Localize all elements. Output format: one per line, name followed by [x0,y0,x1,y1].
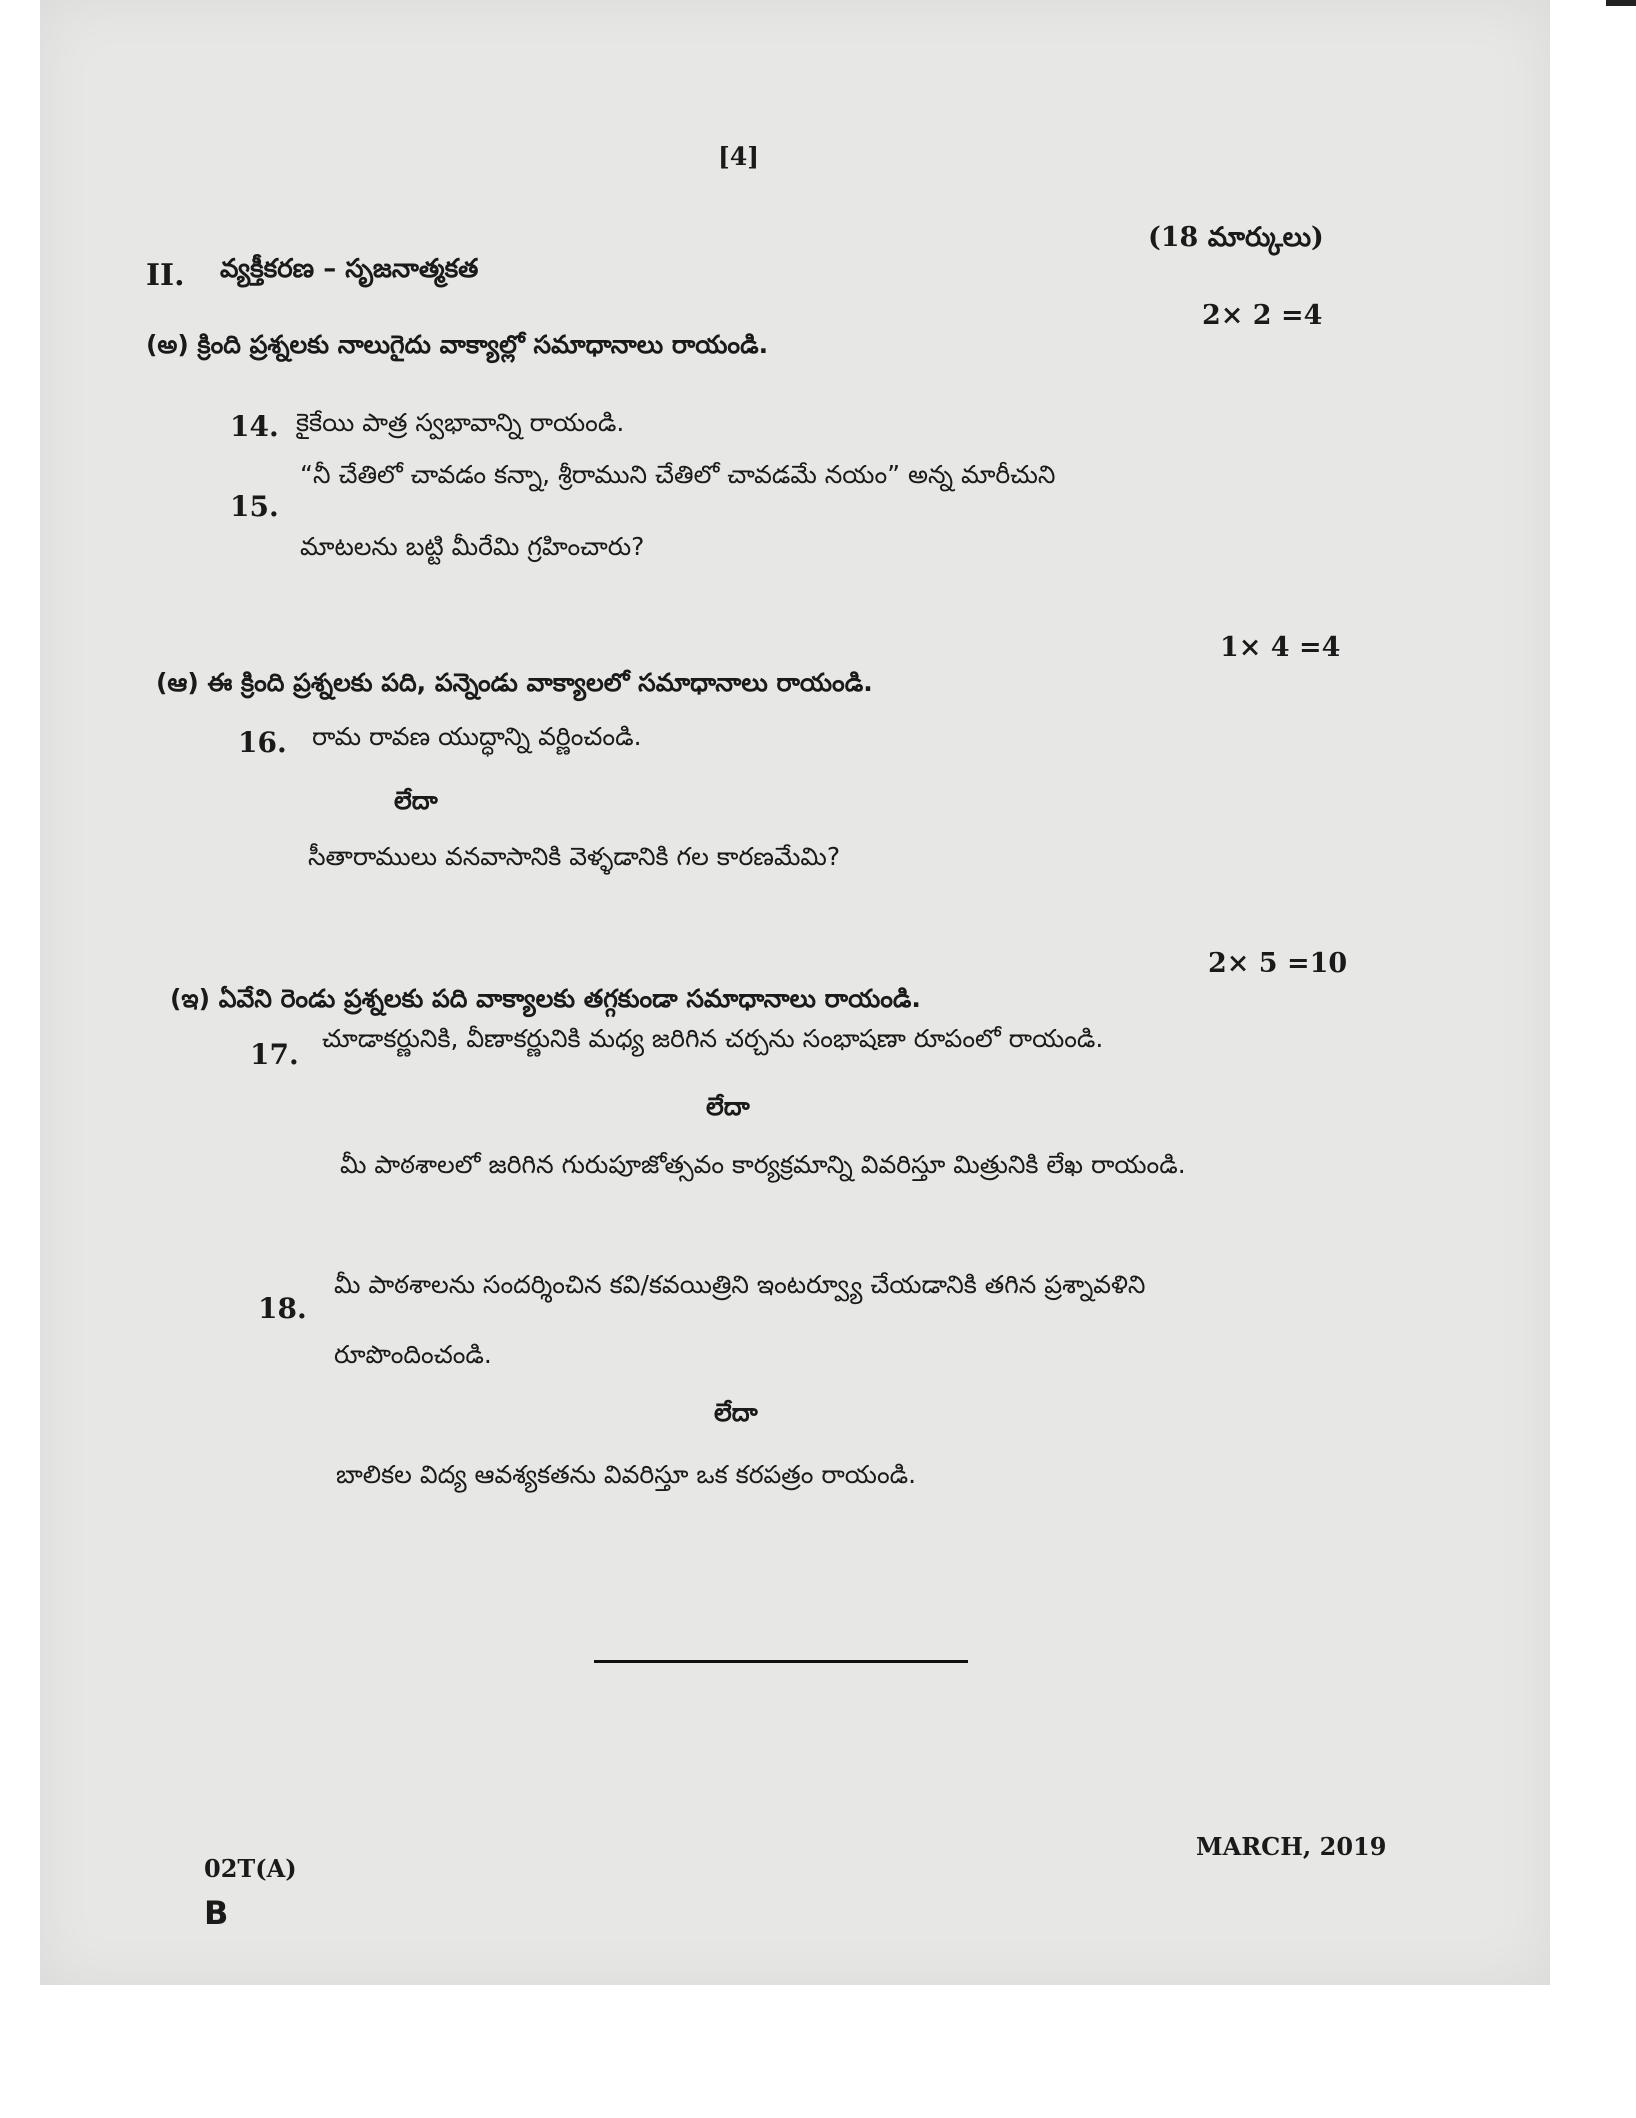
question-16-number: 16. [238,726,287,759]
question-18-line-1: మీ పాఠశాలను సందర్శించిన కవి/కవయిత్రిని ఇంటర్వ్యూ చేయడానికి తగిన ప్రశ్నావళిని [334,1270,1146,1299]
or-label-17: లేదా [706,1092,750,1121]
paper-code: 02T(A) [204,1854,297,1883]
question-17-number: 17. [250,1038,299,1071]
or-label-16: లేదా [394,786,438,815]
question-15-line-2: మాటలను బట్టి మీరేమి గ్రహించారు? [300,532,645,561]
question-17-text: చూడాకర్ణునికి, వీణాకర్ణునికి మధ్య జరిగిన చర్చను సంభాషణా రూపంలో రాయండి. [322,1024,1104,1053]
or-label-18: లేదా [714,1398,758,1427]
section-total-marks: (18 మార్కులు) [1148,222,1324,253]
question-15-number: 15. [230,490,279,523]
question-16-text: రామ రావణ యుద్ధాన్ని వర్ణించండి. [312,722,642,751]
question-17-alternative: మీ పాఠశాలలో జరిగిన గురుపూజోత్సవం కార్యక్రమాన్ని వివరిస్తూ మిత్రునికి లేఖ రాయండి. [340,1150,1186,1179]
page-number: [4] [718,142,760,171]
question-14-text: కైకేయి పాత్ర స్వభావాన్ని రాయండి. [296,408,625,437]
question-18-line-2: రూపొందించండి. [334,1340,492,1369]
question-15-line-1: “నీ చేతిలో చావడం కన్నా, శ్రీరాముని చేతిలో చావడమే నయం” అన్న మారీచుని [300,460,1056,489]
question-14-number: 14. [230,410,279,443]
part-a-marks: 2× 2 =4 [1202,300,1323,331]
end-rule [594,1660,968,1663]
scan-edge [1606,0,1636,6]
question-18-number: 18. [258,1292,307,1325]
part-c-marks: 2× 5 =10 [1208,948,1348,979]
question-18-alternative: బాలికల విద్య ఆవశ్యకతను వివరిస్తూ ఒక కరపత్రం రాయండి. [336,1460,917,1489]
section-number: II. [146,258,185,293]
part-a-heading: (అ) క్రింది ప్రశ్నలకు నాలుగైదు వాక్యాల్లో సమాధానాలు రాయండి. [146,330,769,359]
exam-date: MARCH, 2019 [1196,1832,1387,1861]
question-16-alternative: సీతారాములు వనవాసానికి వెళ్ళడానికి గల కారణమేమి? [308,842,841,871]
part-c-heading: (ఇ) ఏవేని రెండు ప్రశ్నలకు పది వాక్యాలకు తగ్గకుండా సమాధానాలు రాయండి. [170,984,921,1013]
part-b-marks: 1× 4 =4 [1220,632,1341,663]
section-title: వ్యక్తీకరణ – సృజనాత్మకత [220,254,479,284]
series-letter: B [204,1894,229,1932]
part-b-heading: (ఆ) ఈ క్రింది ప్రశ్నలకు పది, పన్నెండు వాక్యాలలో సమాధానాలు రాయండి. [156,668,873,697]
